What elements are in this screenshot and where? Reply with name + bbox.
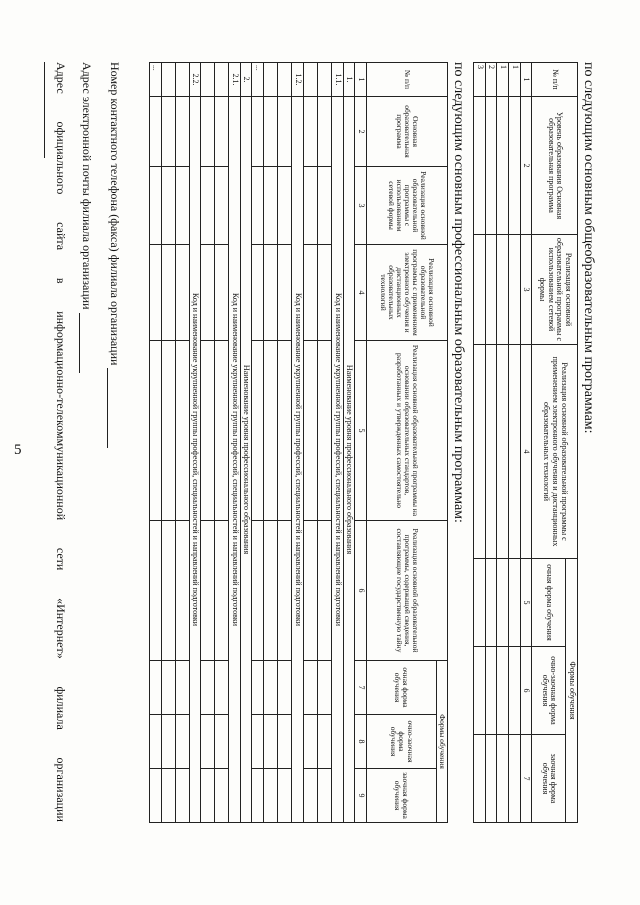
col-distance-header: Реализация основной образовательной программы с применением электронного обучения и дистанционных образовательных технологий bbox=[532, 345, 578, 559]
table-row bbox=[278, 63, 292, 823]
table-row: 1.1. Код и наименование укрупненной группы профессий, специальностей и направлений подготовки bbox=[332, 63, 344, 823]
contact-phone-label: Номер контактного телефона (факса) филиала организации bbox=[108, 62, 122, 366]
col-level-header: Уровень образования Основная образовательная программа bbox=[532, 97, 578, 235]
col-standards-header: Реализация основной образовательной программы на основании образовательных стандартов, разработанных и утвержденных самостоятельно bbox=[366, 341, 447, 521]
group-name-row: Код и наименование укрупненной группы профессий, специальностей и направлений подготовки bbox=[189, 97, 201, 823]
table-row bbox=[304, 63, 318, 823]
forms-group-header: Формы обучения bbox=[436, 661, 447, 823]
table-row: 1. Наименование уровня профессионального образования bbox=[343, 63, 355, 823]
table-row: 2. Наименование уровня профессионального образования bbox=[240, 63, 252, 823]
website-line: Адрес официального сайта в информационно-телекоммуникационной сети «Интернет» филиала организации bbox=[54, 62, 68, 822]
form-full-header: очная форма обучения bbox=[532, 559, 566, 647]
form-part-header: очно-заочная форма обучения bbox=[366, 715, 436, 769]
level-name-row: Наименование уровня профессионального образования bbox=[343, 97, 355, 823]
rotated-page-content bbox=[40, 62, 600, 842]
section2-heading: по следующим основным профессиональным образовательным программам: bbox=[451, 62, 466, 523]
form-full-header: очная форма обучения bbox=[366, 661, 436, 715]
table-row: 1.2. Код и наименование укрупненной группы профессий, специальностей и направлений подготовки bbox=[292, 63, 304, 823]
contact-phone-blank bbox=[107, 368, 108, 448]
contact-phone-line bbox=[107, 62, 122, 448]
col-network-header: Реализация основной образовательной программы с использованием сетевой формы bbox=[532, 235, 578, 345]
col-distance-header: Реализация основной образовательной программы с применением электронного обучения и дистанционных образовательных технологий bbox=[366, 245, 447, 341]
email-label: Адрес электронной почты филиала организации bbox=[80, 62, 94, 310]
form-ext-header: заочная форма обучения bbox=[532, 735, 566, 823]
table-row: 3 bbox=[474, 63, 486, 823]
level-name-row: Наименование уровня профессионального образования bbox=[240, 97, 252, 823]
col-no-header: № п/п bbox=[532, 63, 578, 97]
section1-heading: по следующим основным общеобразовательным программам: bbox=[581, 62, 596, 434]
col-secret-header: Реализация основной образовательной программы, содержащей сведения, составляющие государственную тайну bbox=[366, 521, 447, 661]
group-name-row: Код и наименование укрупненной группы профессий, специальностей и направлений подготовки bbox=[229, 97, 241, 823]
forms-group-header: Формы обучения bbox=[566, 559, 578, 823]
table-row bbox=[318, 63, 332, 823]
table-row: ... bbox=[252, 63, 264, 823]
table-row bbox=[175, 63, 189, 823]
column-numbers-row: 1 2 3 4 5 6 7 bbox=[520, 63, 532, 823]
form-part-header: очно-заочная форма обучения bbox=[532, 647, 566, 735]
col-network-header: Реализация основной образовательной программы с использованием сетевой формы bbox=[366, 167, 447, 245]
table-row bbox=[161, 63, 175, 823]
table-row bbox=[215, 63, 229, 823]
table-row bbox=[201, 63, 215, 823]
professional-programs-table bbox=[149, 62, 448, 823]
table-row: 2.1. Код и наименование укрупненной группы профессий, специальностей и направлений подготовки bbox=[229, 63, 241, 823]
table-row: 2 bbox=[485, 63, 497, 823]
email-blank bbox=[79, 313, 80, 373]
col-no-header: № п/п bbox=[366, 63, 447, 97]
table-row: 1 bbox=[509, 63, 521, 823]
group-name-row: Код и наименование укрупненной группы профессий, специальностей и направлений подготовки bbox=[332, 97, 344, 823]
general-programs-table bbox=[473, 62, 578, 823]
page-number: 5 bbox=[14, 442, 22, 458]
col-program-header: Основная образовательная программа bbox=[366, 97, 447, 167]
group-name-row: Код и наименование укрупненной группы профессий, специальностей и направлений подготовки bbox=[292, 97, 304, 823]
form-ext-header: заочная форма обучения bbox=[366, 769, 436, 823]
table-row bbox=[264, 63, 278, 823]
email-line bbox=[79, 62, 94, 373]
column-numbers-row: 1 2 3 4 5 6 7 8 9 bbox=[355, 63, 367, 823]
website-blank bbox=[44, 62, 45, 158]
table-row: ... bbox=[149, 63, 161, 823]
table-row: 1 bbox=[497, 63, 509, 823]
table-row: 2.2. Код и наименование укрупненной группы профессий, специальностей и направлений подготовки bbox=[189, 63, 201, 823]
